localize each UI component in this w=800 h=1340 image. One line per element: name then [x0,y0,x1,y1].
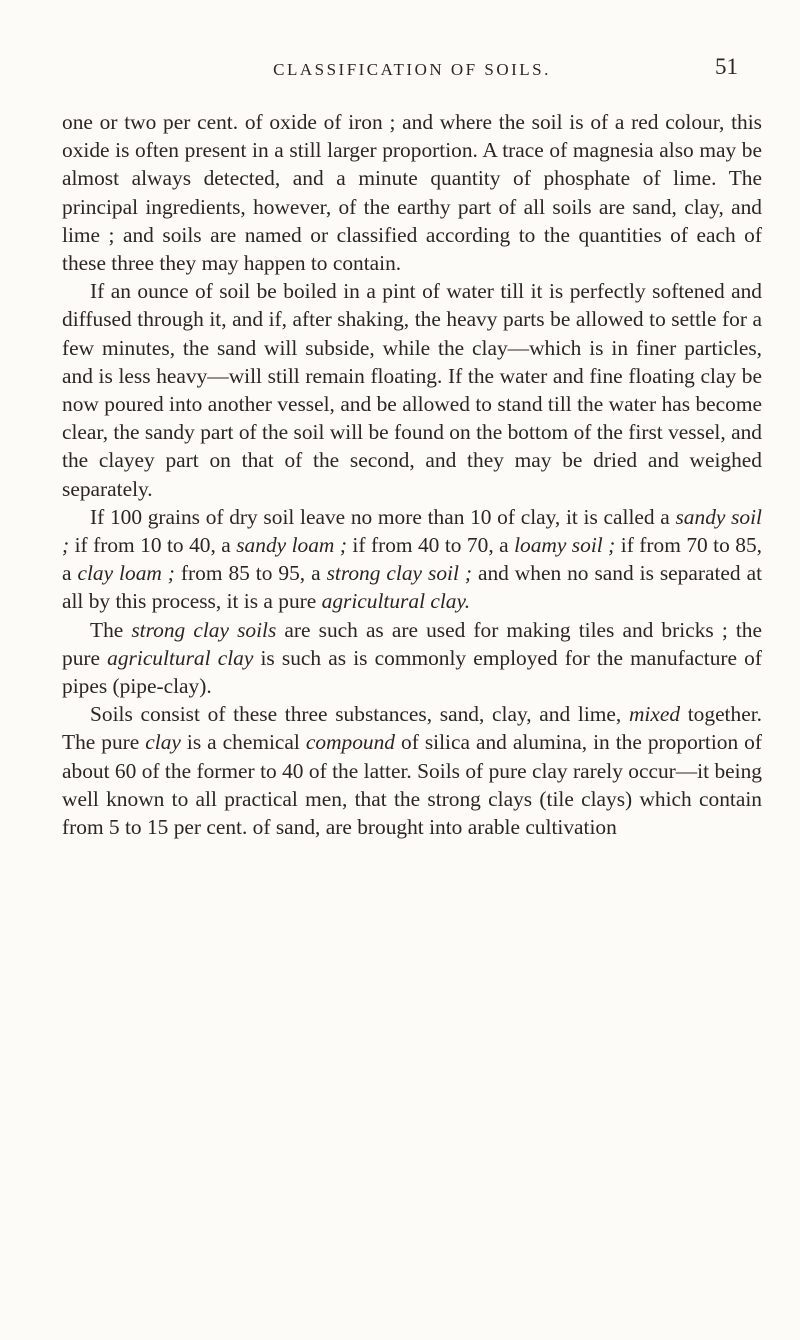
text-run: is such as is commonly employed for the manufacture of pipes (pipe-clay). [62,645,762,699]
text-run: The [90,617,132,642]
italic-term: clay [145,730,181,755]
paragraph [62,700,762,841]
paragraph [62,277,762,503]
page-number: 51 [715,54,738,79]
paragraph [62,108,762,277]
text-run: if from 70 to 85, a [62,533,762,586]
text-run: If 100 grains of dry soil leave no more than 10 of clay, it is called a [90,504,676,529]
text-run: together. The pure [62,702,762,755]
text-run: are such as are used for making tiles and bricks ; the pure [62,617,762,670]
text-run: from 85 to 95, a [174,561,327,586]
paragraph [62,616,762,701]
text-run: if from 10 to 40, a [69,533,237,558]
italic-term: sandy soil ; [62,504,762,558]
italic-term: agricultural clay [107,645,254,670]
italic-term: sandy loam ; [236,533,347,558]
text-run: one or two per cent. of oxide of iron ; and where the soil is of a red colour, this oxide is often present in a still larger proportion. A trace of magnesia also may be almost always detected, and a minute quantity of phosphate of lime. The principal ingredients, however, of the earthy part of all soils are sand, clay, and lime ; and soils are named or classified according to the quantities of each of these three they may happen to contain. [62,110,762,276]
italic-term: agricultural clay. [321,589,471,614]
text-run: is a chemical [180,730,306,755]
body-text [62,108,762,841]
paragraph [62,503,762,616]
italic-term: loamy soil ; [514,533,616,558]
book-page [62,52,762,841]
text-run: If an ounce of soil be boiled in a pint of water till it is perfectly softened and diffused through it, and if, after shaking, the heavy parts be allowed to settle for a few minutes, the sand will subside, while the clay—which is in finer particles, and is less heavy—will still remain floating. If the water and fine floating clay be now poured into another vessel, and be allowed to stand till the water has become clear, the sandy part of the soil will be found on the bottom of the first vessel, and the clayey part on that of the second, and they may be dried and weighed separately. [62,279,762,501]
text-run: if from 40 to 70, a [346,533,515,558]
italic-term: compound [305,730,395,755]
italic-term: strong clay soil ; [326,561,472,586]
running-head [62,52,762,92]
text-run: and when no sand is separated at all by this process, it is a pure [62,561,763,614]
text-run: of silica and alumina, in the proportion of about 60 of the former to 40 of the latter. Soils of pure clay rarely occur—it being well known to all practical men, that the strong clays (tile clays) which contain from 5 to 15 per cent. of sand, are brought into arable cultivation [62,730,762,840]
text-run: Soils consist of these three substances, sand, clay, and lime, [90,702,629,727]
italic-term: strong clay soils [131,617,277,642]
italic-term: mixed [628,702,681,727]
italic-term: clay loam ; [77,561,175,586]
running-title: CLASSIFICATION OF SOILS. [273,60,551,79]
